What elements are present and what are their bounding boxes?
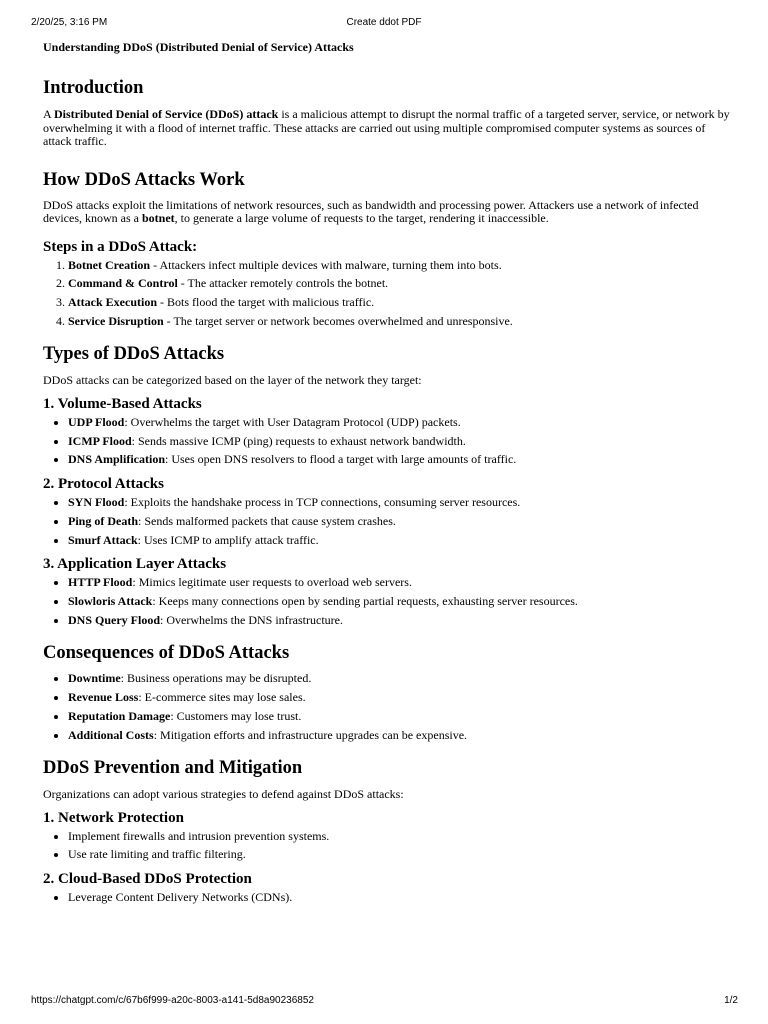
print-footer-url: https://chatgpt.com/c/67b6f999-a20c-8003-a141-5d8a90236852 <box>31 995 314 1006</box>
list-item-term: Downtime <box>68 671 121 686</box>
list-item <box>68 496 733 510</box>
list-item-desc: : Keeps many connections open by sending partial requests, exhausting server resources. <box>152 593 578 608</box>
section-heading-prevention: DDoS Prevention and Mitigation <box>43 758 303 779</box>
list-item <box>68 595 733 609</box>
list-item <box>68 515 733 529</box>
list-item <box>68 691 733 705</box>
steps-list <box>43 259 733 329</box>
section-heading-consequences: Consequences of DDoS Attacks <box>43 643 290 664</box>
section-heading-types: Types of DDoS Attacks <box>43 344 225 365</box>
subheading-protocol: 2. Protocol Attacks <box>43 475 164 492</box>
list-item-desc: - Bots flood the target with malicious traffic. <box>157 295 375 310</box>
list-item-desc: : Mitigation efforts and infrastructure upgrades can be expensive. <box>153 727 468 742</box>
list-item <box>68 710 733 724</box>
volume-attacks-list <box>43 416 733 467</box>
section-heading-introduction: Introduction <box>43 78 144 98</box>
list-item-term: Command & Control <box>68 276 178 291</box>
document-body <box>43 40 733 910</box>
network-protection-list <box>43 830 733 862</box>
list-item-term: UDP Flood <box>68 414 125 429</box>
list-item-desc: : Customers may lose trust. <box>170 708 302 723</box>
list-item-desc: : Overwhelms the target with User Datagram Protocol (UDP) packets. <box>124 414 461 429</box>
print-header-datetime: 2/20/25, 3:16 PM <box>31 17 108 28</box>
list-item <box>68 435 733 449</box>
list-item-term: HTTP Flood <box>68 575 133 590</box>
list-item-term: Smurf Attack <box>68 532 138 547</box>
cloud-protection-list <box>43 891 733 905</box>
how-text-bold: botnet <box>141 211 175 225</box>
list-item-desc: - The target server or network becomes overwhelmed and unresponsive. <box>163 313 513 328</box>
intro-text-bold: Distributed Denial of Service (DDoS) attack <box>54 107 279 121</box>
list-item <box>68 296 733 310</box>
list-item <box>68 614 733 628</box>
list-item <box>68 416 733 430</box>
list-item-desc: : Uses ICMP to amplify attack traffic. <box>137 532 319 547</box>
list-item-desc: : E-commerce sites may lose sales. <box>138 689 306 704</box>
list-item-term: ICMP Flood <box>68 433 132 448</box>
types-intro-paragraph: DDoS attacks can be categorized based on the layer of the network they target: <box>43 373 422 388</box>
how-text-pre: DDoS attacks exploit the limitations of network resources, such as bandwidth and processing power. Attackers use a network of infected devices, known as a <box>43 197 699 225</box>
list-item-desc: : Business operations may be disrupted. <box>120 671 312 686</box>
subheading-application-layer: 3. Application Layer Attacks <box>43 556 227 573</box>
subheading-volume-based: 1. Volume-Based Attacks <box>43 395 202 412</box>
list-item-term: Additional Costs <box>68 727 154 742</box>
consequences-list <box>43 672 733 742</box>
list-item-term: Reputation Damage <box>68 708 171 723</box>
section-heading-how-ddos-works: How DDoS Attacks Work <box>43 169 245 190</box>
prevention-intro-paragraph: Organizations can adopt various strategies to defend against DDoS attacks: <box>43 787 404 802</box>
list-item-term: DNS Query Flood <box>68 612 161 627</box>
list-item <box>68 729 733 743</box>
application-attacks-list <box>43 576 733 627</box>
list-item <box>68 534 733 548</box>
list-item-term: DNS Amplification <box>68 452 166 467</box>
list-item-desc: : Overwhelms the DNS infrastructure. <box>160 612 343 627</box>
list-item-desc: : Exploits the handshake process in TCP connections, consuming server resources. <box>124 494 521 509</box>
list-item-term: Service Disruption <box>68 313 164 328</box>
how-text-post: , to generate a large volume of requests to the target, rendering it inaccessible. <box>174 211 549 225</box>
list-item <box>68 315 733 329</box>
list-item-desc: : Sends malformed packets that cause system crashes. <box>138 513 396 528</box>
list-item-term: SYN Flood <box>68 494 125 509</box>
list-item-desc: : Uses open DNS resolvers to flood a target with large amounts of traffic. <box>165 452 517 467</box>
list-item: • Leverage Content Delivery Networks (CDNs). <box>68 891 733 905</box>
list-item: • Implement firewalls and intrusion prevention systems. <box>68 830 733 844</box>
list-item-term: Slowloris Attack <box>68 593 153 608</box>
list-item <box>68 259 733 273</box>
list-item-term: Attack Execution <box>68 295 157 310</box>
document-title: Understanding DDoS (Distributed Denial of Service) Attacks <box>43 40 354 54</box>
subheading-cloud-protection: 2. Cloud-Based DDoS Protection <box>43 870 252 887</box>
list-item <box>68 576 733 590</box>
protocol-attacks-list <box>43 496 733 547</box>
list-item-desc: : Mimics legitimate user requests to overload web servers. <box>132 575 412 590</box>
list-item-term: Ping of Death <box>68 513 138 528</box>
print-header-title: Create ddot PDF <box>346 17 422 28</box>
subheading-steps: Steps in a DDoS Attack: <box>43 238 198 255</box>
list-item-desc: - The attacker remotely controls the botnet. <box>177 276 389 291</box>
intro-text-post: is a malicious attempt to disrupt the normal traffic of a targeted server, service, or network by overwhelming it with a flood of internet traffic. These attacks are carried out using multiple compromised computer systems as sources of attack traffic. <box>43 107 730 148</box>
list-item <box>68 453 733 467</box>
list-item: • Use rate limiting and traffic filtering. <box>68 848 733 862</box>
intro-paragraph <box>43 108 733 149</box>
list-item-term: Botnet Creation <box>68 257 151 272</box>
how-paragraph <box>43 199 733 226</box>
intro-text-pre: A <box>43 107 55 121</box>
subheading-network-protection: 1. Network Protection <box>43 809 184 826</box>
list-item-desc: - Attackers infect multiple devices with malware, turning them into bots. <box>150 257 502 272</box>
list-item-desc: : Sends massive ICMP (ping) requests to exhaust network bandwidth. <box>131 433 466 448</box>
list-item <box>68 672 733 686</box>
print-footer-page-number: 1/2 <box>724 995 738 1006</box>
list-item-term: Revenue Loss <box>68 689 139 704</box>
list-item <box>68 277 733 291</box>
